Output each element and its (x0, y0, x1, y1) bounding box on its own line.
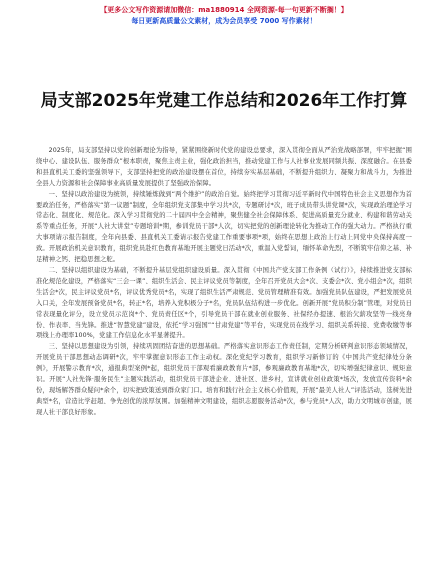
paragraph-section-2: 二、坚持以组织建设为基础，不断提升基层党组织建设质量。深入贯彻《中国共产党支部工作条例（试行）》，持续推进党支部标准化规范化建设，严格落实“三会一课”、组织生活会、民主评议党员等制度，全年召开党员大会*次、支委会*次、党小组会*次，组织生活会*次，民主评议党员*名，评议优秀党员*名，实现了组织生活严肃规范、党员管理精准有效。加强党员队伍建设，严把发展党员入口关，全年发展预备党员*名，转正*名，培养入党积极分子*名，党员队伍结构进一步优化。创新开展“党员积分制”管理，对党员日常表现量化评分，设立党员示范岗*个、党员责任区*个，引导党员干部在就业创业服务、社保经办提速、根治欠薪攻坚等一线亮身份、作表率、当先锋。推进“智慧党建”建设，依托“学习强国”“甘肃党建”等平台，实现党员在线学习、组织关系转接、党费收缴等事项线上办理率100%，党建工作信息化水平显著提升。 (36, 266, 412, 340)
promo-banner-line-1: 【更多公文写作资源请加微信：ma1880914 全网资源-每一句更新不断搁！】 (100, 6, 348, 14)
paragraph-section-3: 三、坚持以思想建设为引领，持续巩固团结奋进的思想基础。严格落实意识形态工作责任制，定期分析研判意识形态领域情况，开展党员干部思想动态调研*次，牢牢掌握意识形态工作主动权。深化党纪学习教育，组织学习新修订的《中国共产党纪律处分条例》，开展警示教育*次，通报典型案例*起，组织党员干部观看廉政教育片*部，参观廉政教育基地*次，切实增强纪律意识、规矩意识。开展“人社先锋·服务民生”主题实践活动，组织党员干部进企业、进社区、进乡村，宣讲就业创业政策*场次，发放宣传资料*余份，现场解答群众疑问*余个，切实把政策送到群众家门口。培育和践行社会主义核心价值观，开展“最美人社人”评选活动，选树先进典型*名，营造比学赶超、争先创优的浓厚氛围。加强精神文明建设，组织志愿服务活动*次，参与党员*人次，助力文明城市创建，展现人社干部良好形象。 (36, 343, 412, 416)
document-title: 局支部2025年党建工作总结和2026年工作打算 (40, 91, 408, 111)
promo-banner-line-2: 每日更新高质量公文素材，成为会员享受 7000 写作素材！ (131, 17, 317, 25)
paragraph-section-1: 一、坚持以政治建设为统领，持续锤炼做到“两个维护”的政治自觉。始终把学习贯彻习近平新时代中国特色社会主义思想作为首要政治任务，严格落实“第一议题”制度，全年组织党支部集中学习共*次，专题研讨*次，班子成员带头讲党课*次，实现政治理论学习常态化、制度化、规范化。深入学习贯彻党的二十届四中全会精神，聚焦健全社会保障体系、促进高质量充分就业、构建和谐劳动关系等重点任务，开展“人社大讲堂”专题培训*期，参训党员干部*人次，切实把党的创新理论转化为推动工作的强大动力。严格执行重大事项请示报告制度，全年向县委、县直机关工委请示报告党建工作重要事项*项，始终在思想上政治上行动上同党中央保持高度一致。开展政治机关意识教育，组织党员赴红色教育基地开展主题党日活动*次，重温入党誓词，缅怀革命先烈，不断筑牢信仰之基、补足精神之钙、把稳思想之舵。 (36, 190, 412, 264)
document-body (36, 146, 412, 419)
paragraph-intro: 2025年，局支部坚持以党的创新理论为指导，紧紧围绕新时代党的建设总要求，深入贯彻全面从严治党战略部署，牢牢把握“围绕中心、建设队伍、服务群众”根本职责，聚焦主责主业，强化政治担当，推动党建工作与人社事业发展同频共振、深度融合。在县委和县直机关工委的坚强领导下，支部坚持把党的政治建设摆在首位，持续夯实基层基础，不断提升组织力、凝聚力和战斗力，为推进全县人力资源和社会保障事业高质量发展提供了坚强政治保障。 (36, 147, 412, 187)
